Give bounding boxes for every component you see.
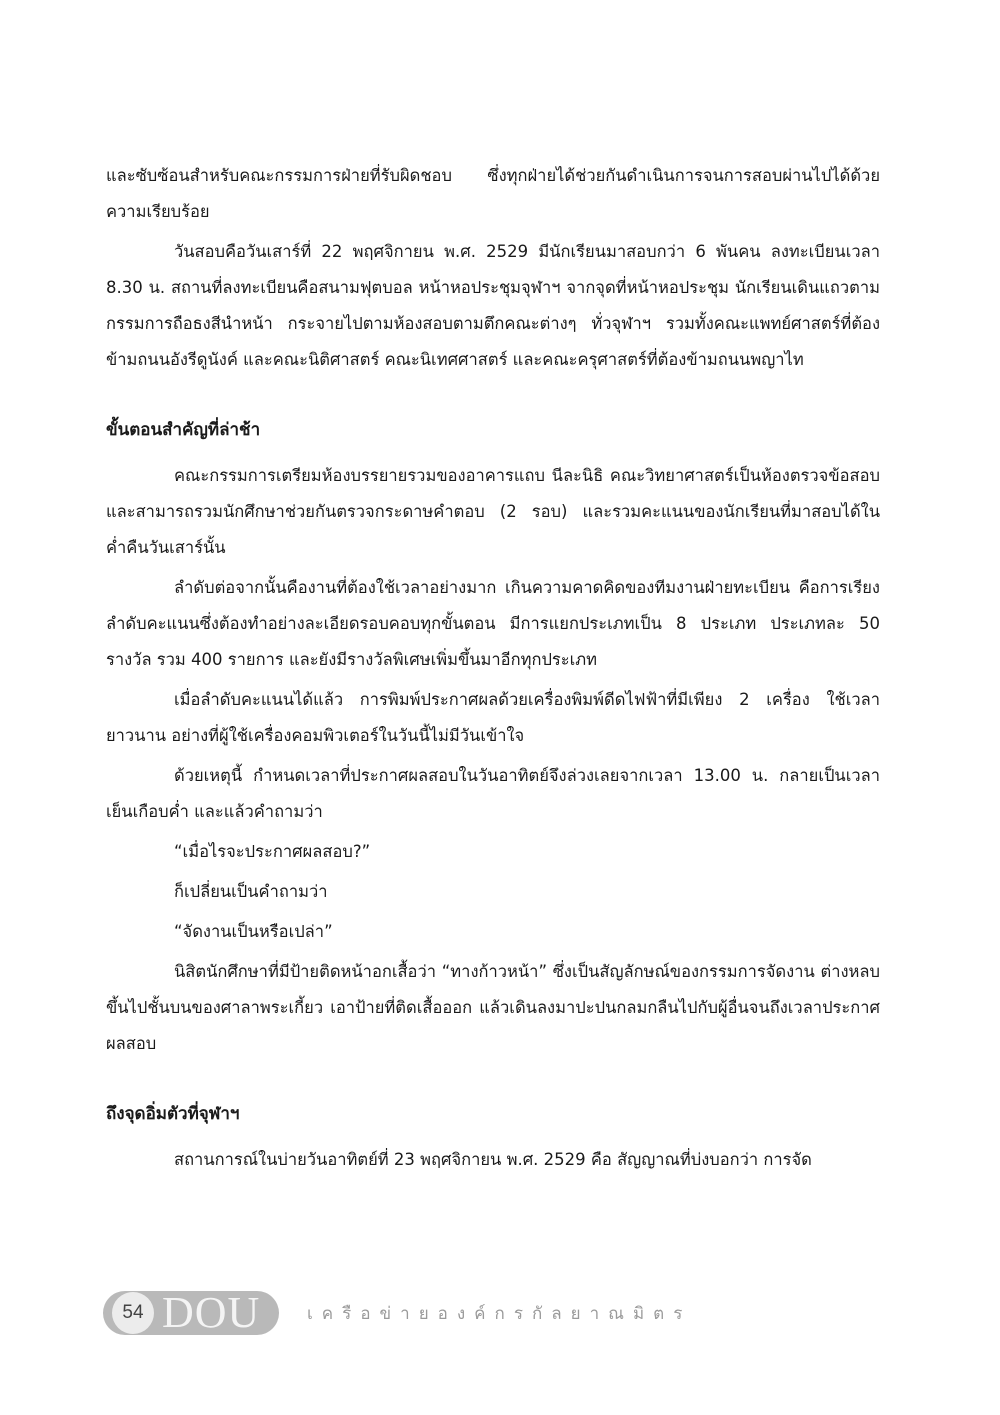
quote-changed: ก็เปลี่ยนเป็นคำถามว่า xyxy=(174,882,328,901)
network-name: เครือข่ายองค์กรกัลยาณมิตร xyxy=(307,1303,692,1324)
dou-logo: DOU xyxy=(162,1288,261,1337)
paragraph-grading: คณะกรรมการเตรียมห้องบรรยายรวมของอาคารแถบ นีละนิธิ คณะวิทยาศาสตร์เป็นห้องตรวจข้อสอบและสามารถรวมนักศึกษาช่วยกันตรวจกระดาษคำตอบ (2 รอบ) และรวมคะแนนของนักเรียนที่มาสอบได้ในค่ำคืนวันเสาร์นั้น xyxy=(106,466,880,557)
section-heading-saturation: ถึงจุดอิ่มตัวที่จุฬาฯ xyxy=(106,1104,240,1124)
paragraph-typing: เมื่อลำดับคะแนนได้แล้ว การพิมพ์ประกาศผลด้วยเครื่องพิมพ์ดีดไฟฟ้าที่มีเพียง 2 เครื่อง ใช้เวลายาวนาน อย่างที่ผู้ใช้เครื่องคอมพิวเตอร์ในวันนี้ไม่มีวันเข้าใจ xyxy=(106,690,880,745)
paragraph-continuation: และซับซ้อนสำหรับคณะกรรมการฝ่ายที่รับผิดชอบ ซึ่งทุกฝ่ายได้ช่วยกันดำเนินการจนการสอบผ่านไปได้ด้วยความเรียบร้อย xyxy=(106,166,880,221)
section-heading-delay: ขั้นตอนสำคัญที่ล่าช้า xyxy=(106,420,261,440)
section-break xyxy=(106,378,880,412)
paragraph-announcement-delay: ด้วยเหตุนี้ กำหนดเวลาที่ประกาศผลสอบในวันอาทิตย์จึงล่วงเลยจากเวลา 13.00 น. กลายเป็นเวลาเย็นเกือบค่ำ และแล้วคำถามว่า xyxy=(106,766,880,821)
page-footer xyxy=(103,1288,692,1337)
paragraph-sunday-afternoon: สถานการณ์ในบ่ายวันอาทิตย์ที่ 23 พฤศจิกายน พ.ศ. 2529 คือ สัญญาณที่บ่งบอกว่า การจัด xyxy=(174,1150,812,1169)
paragraph-ranking: ลำดับต่อจากนั้นคืองานที่ต้องใช้เวลาอย่างมาก เกินความคาดคิดของทีมงานฝ่ายทะเบียน คือการเรียงลำดับคะแนนซึ่งต้องทำอย่างละเอียดรอบคอบทุกขั้นตอน มีการแยกประเภทเป็น 8 ประเภท ประเภทละ 50 รางวัล รวม 400 รายการ และยังมีรางวัลพิเศษเพิ่มขึ้นมาอีกทุกประเภท xyxy=(106,578,880,669)
footer-badge xyxy=(103,1288,279,1337)
page-body xyxy=(106,158,880,1178)
quote-organize: “จัดงานเป็นหรือเปล่า” xyxy=(174,922,333,941)
page-number: 54 xyxy=(112,1292,154,1334)
quote-when-results: “เมื่อไรจะประกาศผลสอบ?” xyxy=(174,842,371,861)
paragraph-exam-day: วันสอบคือวันเสาร์ที่ 22 พฤศจิกายน พ.ศ. 2529 มีนักเรียนมาสอบกว่า 6 พันคน ลงทะเบียนเวลา 8.30 น. สถานที่ลงทะเบียนคือสนามฟุตบอล หน้าหอประชุมจุฬาฯ จากจุดที่หน้าหอประชุม นักเรียนเดินแถวตามกรรมการถือธงสีนำหน้า กระจายไปตามห้องสอบตามตึกคณะต่างๆ ทั่วจุฬาฯ รวมทั้งคณะแพทย์ศาสตร์ที่ต้องข้ามถนนอังรีดูนังค์ และคณะนิติศาสตร์ คณะนิเทศศาสตร์ และคณะครุศาสตร์ที่ต้องข้ามถนนพญาไท xyxy=(106,242,880,369)
section-break xyxy=(106,1062,880,1096)
paragraph-students-badge: นิสิตนักศึกษาที่มีป้ายติดหน้าอกเสื้อว่า “ทางก้าวหน้า” ซึ่งเป็นสัญลักษณ์ของกรรมการจัดงาน ต่างหลบขึ้นไปชั้นบนของศาลาพระเกี้ยว เอาป้ายที่ติดเสื้อออก แล้วเดินลงมาปะปนกลมกลืนไปกับผู้อื่นจนถึงเวลาประกาศผลสอบ xyxy=(106,962,880,1053)
